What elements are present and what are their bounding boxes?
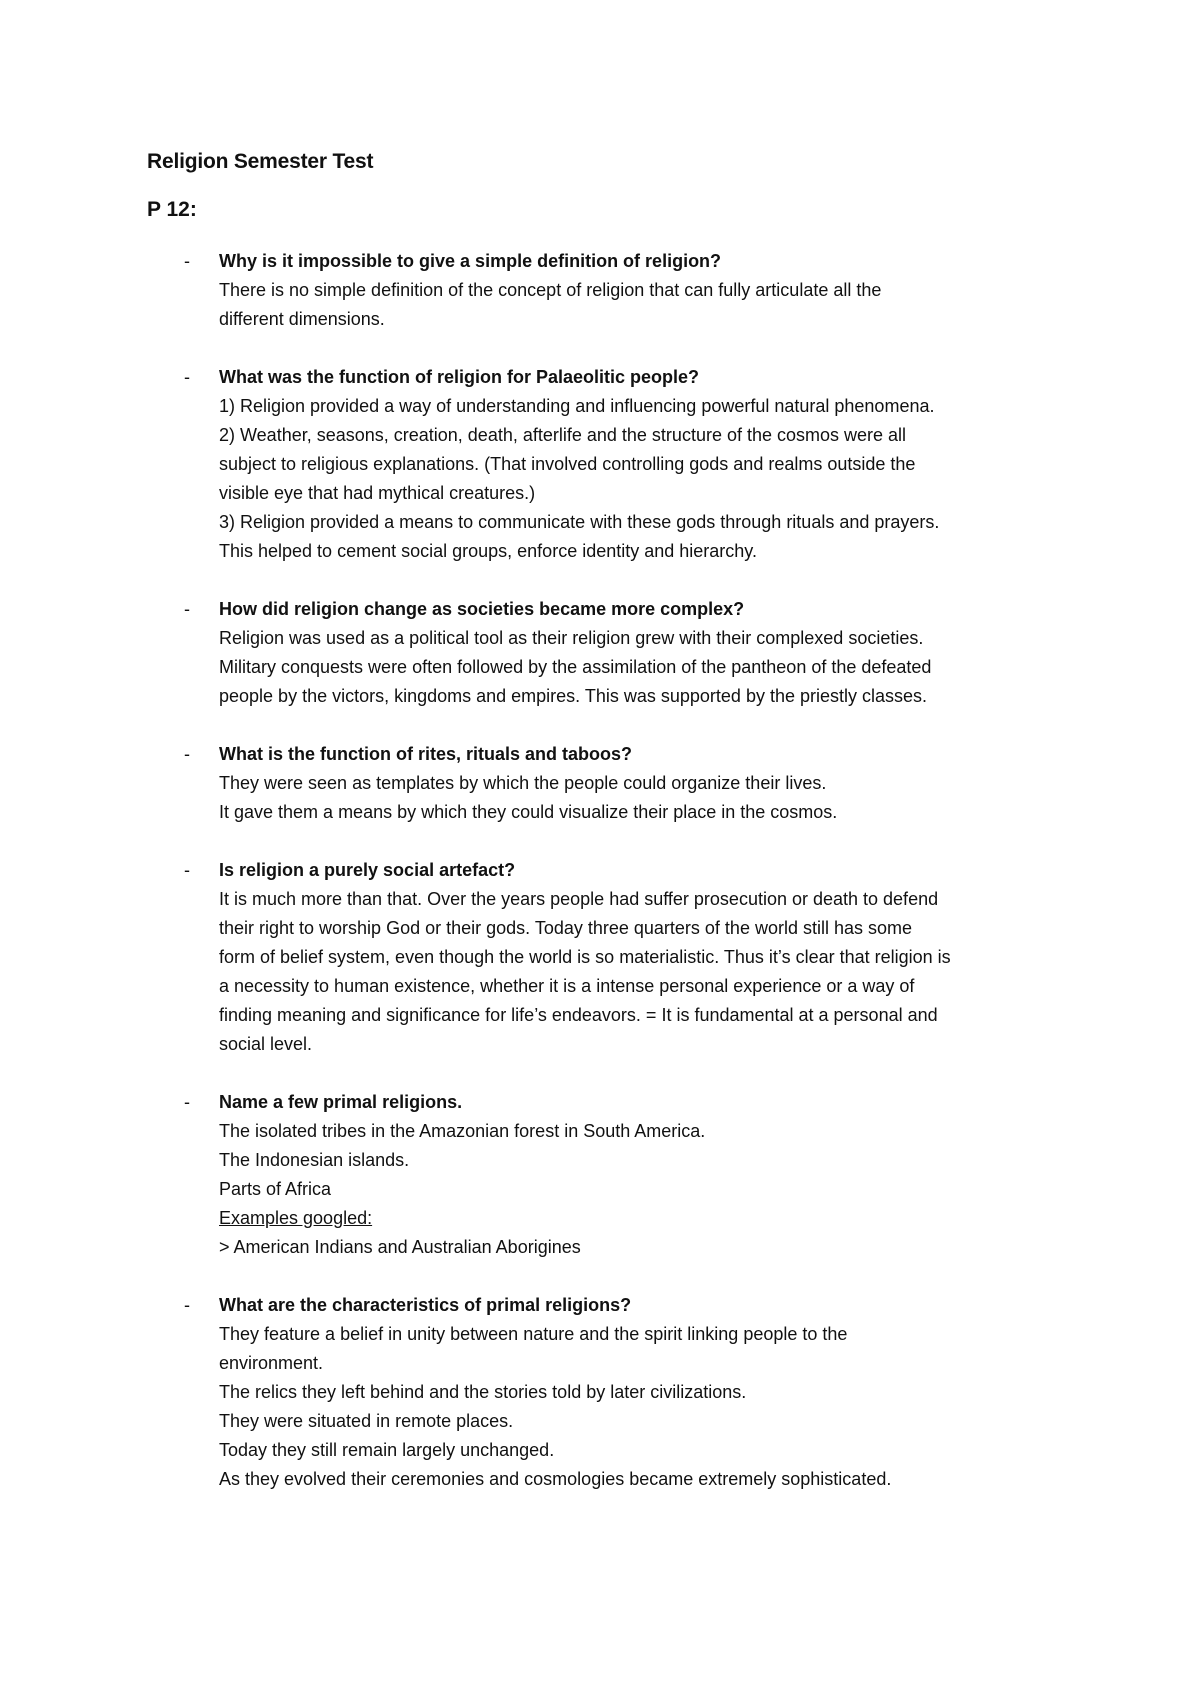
bullet-dash: - [184,1092,190,1112]
answer-line: people by the victors, kingdoms and empires. This was supported by the priestly classes. [219,686,928,706]
answer-line: This helped to cement social groups, enforce identity and hierarchy. [219,541,757,561]
answer-line: They were seen as templates by which the people could organize their lives. [219,773,827,793]
answer-line: finding meaning and significance for life’s endeavors. = It is fundamental at a personal and [219,1005,938,1025]
answer-line: The isolated tribes in the Amazonian forest in South America. [219,1121,706,1141]
answer-line: The relics they left behind and the stories told by later civilizations. [219,1382,747,1402]
answer-line: The Indonesian islands. [219,1150,410,1170]
question-item [147,740,1087,827]
bullet-dash: - [184,367,190,387]
answer-line: Today they still remain largely unchanged. [219,1440,555,1460]
underlined-line: Examples googled: [219,1208,373,1228]
question-text: How did religion change as societies became more complex? [219,599,745,619]
question-item [147,1291,1087,1494]
answer-line: social level. [219,1034,313,1054]
answer-line: 3) Religion provided a means to communicate with these gods through rituals and prayers. [219,512,940,532]
bullet-dash: - [184,251,190,271]
document-title: Religion Semester Test [147,150,374,173]
answer-line: Military conquests were often followed by the assimilation of the pantheon of the defeated [219,657,932,677]
answer-line: They were situated in remote places. [219,1411,514,1431]
question-text: Is religion a purely social artefact? [219,860,516,880]
question-text: What is the function of rites, rituals and taboos? [219,744,633,764]
bullet-dash: - [184,1295,190,1315]
answer-line: > American Indians and Australian Aborigines [219,1237,581,1257]
document-body [147,148,1087,1523]
answer-line: There is no simple definition of the concept of religion that can fully articulate all the [219,280,882,300]
question-text: What are the characteristics of primal religions? [219,1295,632,1315]
answer-line: 1) Religion provided a way of understanding and influencing powerful natural phenomena. [219,396,935,416]
answer-line: visible eye that had mythical creatures.) [219,483,536,503]
question-text: Why is it impossible to give a simple definition of religion? [219,251,722,271]
question-item [147,595,1087,711]
question-item [147,1088,1087,1262]
bullet-dash: - [184,860,190,880]
answer-line: subject to religious explanations. (That involved controlling gods and realms outside the [219,454,916,474]
answer-line: It gave them a means by which they could visualize their place in the cosmos. [219,802,838,822]
answer-line: Parts of Africa [219,1179,332,1199]
answer-line: environment. [219,1353,324,1373]
answer-line: 2) Weather, seasons, creation, death, afterlife and the structure of the cosmos were all [219,425,907,445]
question-text: Name a few primal religions. [219,1092,463,1112]
question-text: What was the function of religion for Palaeolitic people? [219,367,700,387]
question-item [147,363,1087,566]
section-label: P 12: [147,198,197,221]
question-item [147,856,1087,1059]
answer-line: a necessity to human existence, whether it is a intense personal experience or a way of [219,976,915,996]
answer-line: As they evolved their ceremonies and cosmologies became extremely sophisticated. [219,1469,892,1489]
bullet-dash: - [184,599,190,619]
answer-line: different dimensions. [219,309,385,329]
question-item [147,247,1087,334]
answer-line: form of belief system, even though the world is so materialistic. Thus it’s clear that religion is [219,947,951,967]
answer-line: It is much more than that. Over the years people had suffer prosecution or death to defend [219,889,939,909]
question-list [147,247,1087,1494]
answer-line: Religion was used as a political tool as their religion grew with their complexed societies. [219,628,924,648]
answer-line: They feature a belief in unity between nature and the spirit linking people to the [219,1324,848,1344]
answer-line: their right to worship God or their gods. Today three quarters of the world still has some [219,918,913,938]
bullet-dash: - [184,744,190,764]
